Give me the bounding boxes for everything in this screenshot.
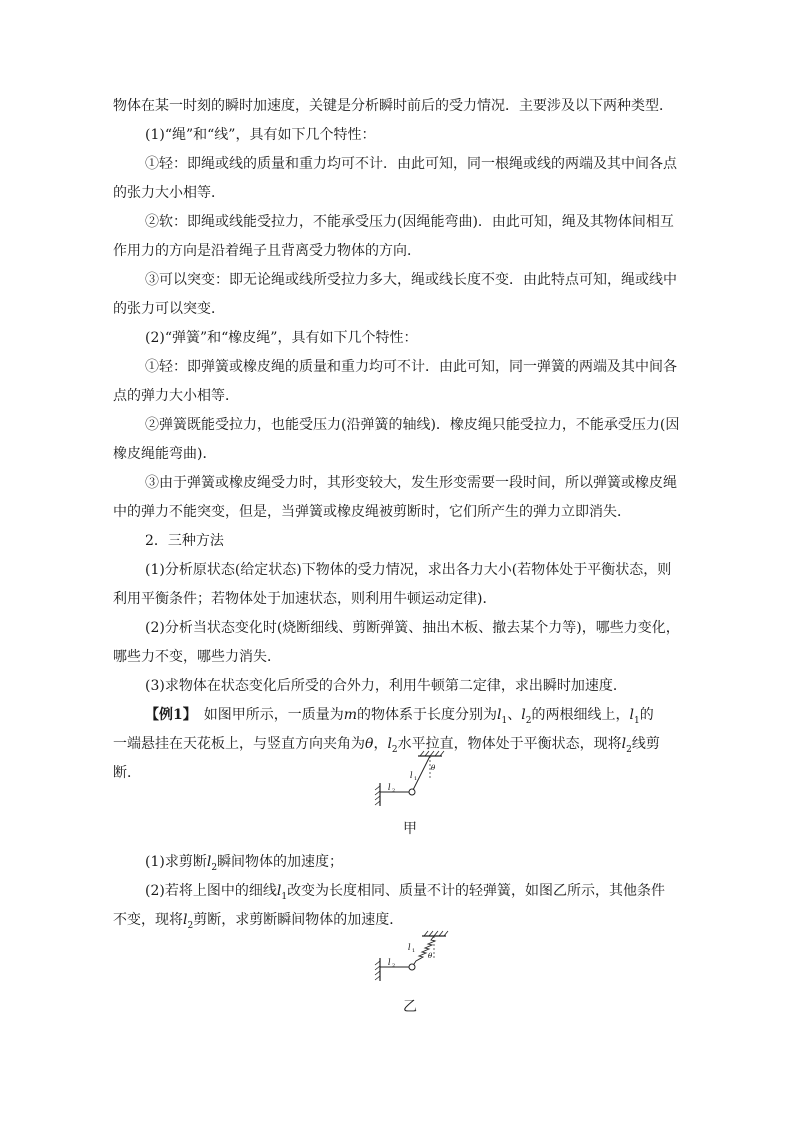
example-line-3: 断． — [113, 765, 141, 781]
rope-l1 — [412, 756, 430, 792]
paragraph-spring-force-1: ②弹簧既能受拉力，也能受压力(沿弹簧的轴线)．橡皮绳只能受拉力，不能承受压力(因 — [145, 417, 680, 433]
svg-text:1: 1 — [412, 948, 416, 954]
svg-text:2: 2 — [392, 788, 396, 794]
paragraph-spring-light-2: 点的弹力大小相等． — [113, 388, 239, 404]
example-line-2: 一端悬挂在天花板上，与竖直方向夹角为θ，$l_2$水平拉直，物体处于平衡状态，现将$l_2$线剪 — [113, 736, 660, 755]
paragraph-rope-soft-2: 作用力的方向是沿着绳子且背离受力物体的方向． — [113, 243, 421, 259]
wall-hatch — [375, 961, 380, 980]
figure-jia-caption: 甲 — [403, 821, 417, 837]
ceiling-hatch — [420, 751, 444, 756]
paragraph-spring-force-2: 橡皮绳能弯曲)． — [113, 446, 217, 462]
label-theta: θ — [431, 764, 436, 772]
figure-yi-caption: 乙 — [403, 999, 417, 1015]
example-label: 【例1】 — [145, 707, 190, 723]
paragraph-rope-sudden-2: 的张力可以突变． — [113, 301, 225, 317]
paragraph-method-3: (3)求物体在状态变化后所受的合外力，利用牛顿第二定律，求出瞬时加速度． — [145, 678, 627, 694]
paragraph-method-2a: (2)分析当状态变化时(烧断细线、剪断弹簧、抽出木板、撤去某个力等)，哪些力变化， — [145, 620, 680, 636]
section-heading-methods: 2．三种方法 — [145, 533, 224, 549]
label-l1: l — [410, 771, 413, 780]
paragraph-method-1b: 利用平衡条件；若物体处于加速状态，则利用牛顿运动定律)． — [113, 591, 497, 607]
var-m: m — [343, 707, 358, 723]
label-l2: l — [388, 783, 391, 792]
question-1: (1)求剪断$l_2$瞬间物体的加速度； — [145, 854, 344, 873]
figure-yi-diagram — [370, 928, 450, 988]
label-l1: l — [408, 943, 411, 952]
paragraph-method-1a: (1)分析原状态(给定状态)下物体的受力情况，求出各力大小(若物体处于平衡状态，则 — [145, 562, 672, 578]
example-line-1: 【例1】 如图甲所示，一质量为m的物体系于长度分别为$l_1$、$l_2$的两根细线上，$l_1$的 — [145, 707, 654, 726]
question-2-line-1: (2)若将上图中的细线$l_1$改变为长度相同、质量不计的轻弹簧，如图乙所示，其他条件 — [145, 883, 666, 902]
paragraph-rope-light-1: ①轻：即绳或线的质量和重力均可不计．由此可知，同一根绳或线的两端及其中间各点 — [145, 156, 677, 172]
svg-text:1: 1 — [414, 776, 418, 782]
paragraph-rope-light-2: 的张力大小相等． — [113, 185, 225, 201]
paragraph-intro: 物体在某一时刻的瞬时加速度，关键是分析瞬时前后的受力情况．主要涉及以下两种类型． — [113, 98, 673, 114]
ceiling-hatch — [424, 931, 448, 936]
label-l2: l — [388, 958, 391, 967]
var-theta: θ — [365, 736, 374, 752]
paragraph-spring-light-1: ①轻：即弹簧或橡皮绳的质量和重力均可不计．由此可知，同一弹簧的两端及其中间各 — [145, 359, 677, 375]
mass-ball — [409, 789, 415, 795]
svg-text:2: 2 — [392, 963, 396, 969]
paragraph-rope-heading: (1)“绳”和“线”，具有如下几个特性： — [145, 127, 376, 143]
paragraph-spring-deform-1: ③由于弹簧或橡皮绳受力时，其形变较大，发生形变需要一段时间，所以弹簧或橡皮绳 — [145, 475, 677, 491]
mass-ball — [409, 964, 415, 970]
wall-hatch — [375, 786, 380, 805]
paragraph-spring-heading: (2)“弹簧”和“橡皮绳”，具有如下几个特性： — [145, 330, 418, 346]
paragraph-rope-sudden-1: ③可以突变：即无论绳或线所受拉力多大，绳或线长度不变．由此特点可知，绳或线中 — [145, 272, 677, 288]
paragraph-spring-deform-2: 中的弹力不能突变，但是，当弹簧或橡皮绳被剪断时，它们所产生的弹力立即消失． — [113, 504, 631, 520]
paragraph-rope-soft-1: ②软：即绳或线能受拉力，不能承受压力(因绳能弯曲)．由此可知，绳及其物体间相互 — [145, 214, 674, 230]
paragraph-method-2b: 哪些力不变，哪些力消失． — [113, 649, 281, 665]
figure-jia-diagram — [370, 748, 450, 808]
question-2-line-2: 不变，现将$l_2$剪断，求剪断瞬间物体的加速度． — [113, 912, 404, 931]
label-theta: θ — [428, 952, 433, 960]
